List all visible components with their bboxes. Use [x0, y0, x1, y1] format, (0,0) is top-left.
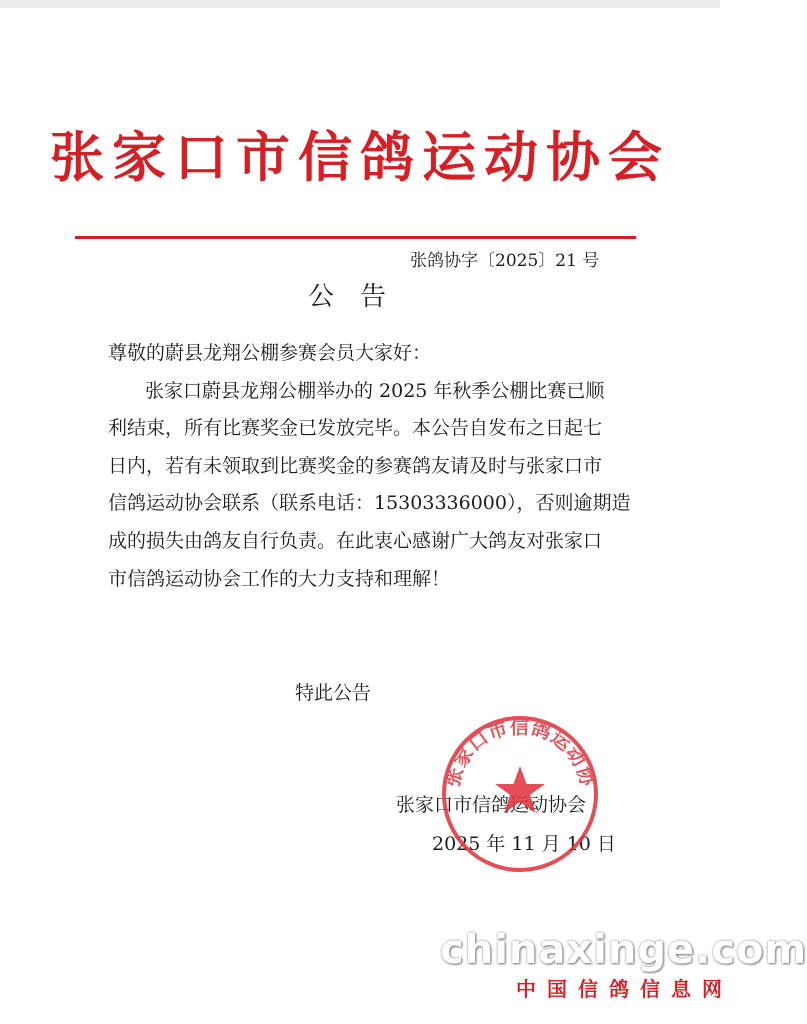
body-line-1: 张家口蔚县龙翔公棚举办的 2025 年秋季公棚比赛已顺: [145, 380, 605, 402]
seal-text: 张家口市信鸽运动协: [441, 716, 599, 790]
organization-title: 张家口市信鸽运动协会: [50, 125, 670, 189]
notice-title: 公告: [307, 282, 412, 312]
issue-date: 2025 年 11 月 10 日: [432, 833, 616, 855]
closing-text: 特此公告: [295, 682, 372, 704]
official-seal: [440, 714, 600, 874]
body-line-5: 成的损失由鸽友自行负责。在此衷心感谢广大鸽友对张家口: [108, 530, 603, 552]
body-line-4: 信鸽运动协会联系（联系电话：15303336000），否则逾期造: [108, 492, 631, 514]
body-line-3: 日内，若有未领取到比赛奖金的参赛鸽友请及时与张家口市: [108, 455, 603, 477]
watermark-site: chinaxinge.com: [440, 927, 807, 973]
top-band: [0, 0, 720, 8]
red-divider: [75, 236, 636, 239]
watermark-site-name: 中国信鸽信息网: [516, 977, 733, 1001]
document-number: 张鸽协字〔2025〕21 号: [410, 251, 600, 271]
salutation: 尊敬的蔚县龙翔公棚参赛会员大家好：: [108, 342, 432, 364]
body-line-2: 利结束，所有比赛奖金已发放完毕。本公告自发布之日起七: [108, 417, 603, 439]
seal-star-icon: [495, 766, 545, 813]
signature: 张家口市信鸽运动协会: [396, 794, 587, 816]
body-line-6: 市信鸽运动协会工作的大力支持和理解！: [108, 568, 451, 590]
